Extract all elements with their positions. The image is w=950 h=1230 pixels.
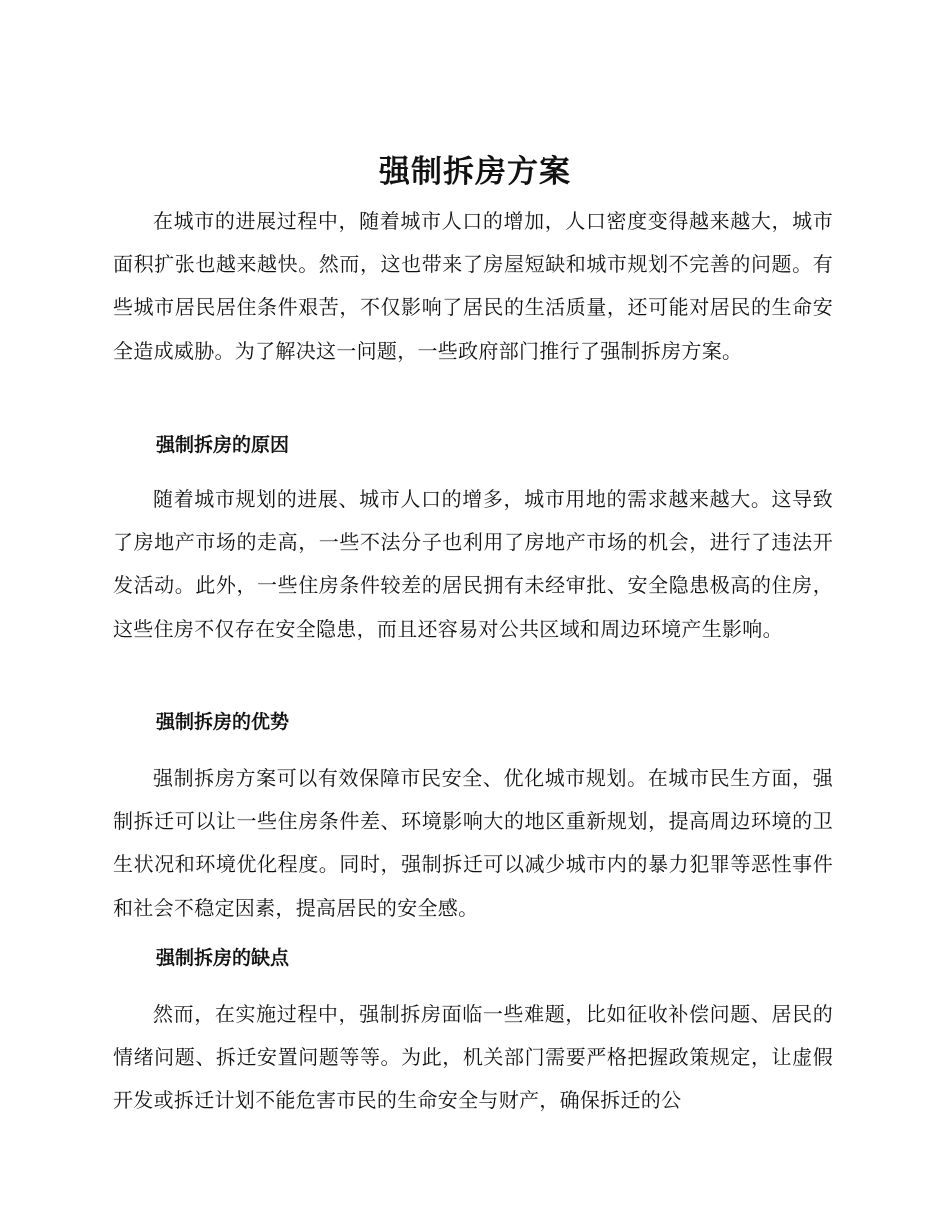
section-heading-disadvantages: 强制拆房的缺点 [156, 947, 290, 969]
section-body-disadvantages: 然而，在实施过程中，强制拆房面临一些难题，比如征收补偿问题、居民的情绪问题、拆迁安置问题等等。为此，机关部门需要严格把握政策规定，让虚假开发或拆迁计划不能危害市民的生命安全与财产，确保拆迁的公 [113, 1002, 833, 1113]
section-heading-reasons: 强制拆房的原因 [156, 434, 290, 456]
intro-paragraph: 在城市的进展过程中，随着城市人口的增加，人口密度变得越来越大，城市面积扩张也越来越快。然而，这也带来了房屋短缺和城市规划不完善的问题。有些城市居民居住条件艰苦，不仅影响了居民的生活质量，还可能对居民的生命安全造成威胁。为了解决这一问题，一些政府部门推行了强制拆房方案。 [113, 209, 833, 363]
section-body-reasons: 随着城市规划的进展、城市人口的增多，城市用地的需求越来越大。这导致了房地产市场的走高，一些不法分子也利用了房地产市场的机会，进行了违法开发活动。此外，一些住房条件较差的居民拥有未经审批、安全隐患极高的住房，这些住房不仅存在安全隐患，而且还容易对公共区域和周边环境产生影响。 [113, 487, 833, 641]
section-body-advantages: 强制拆房方案可以有效保障市民安全、优化城市规划。在城市民生方面，强制拆迁可以让一些住房条件差、环境影响大的地区重新规划，提高周边环境的卫生状况和环境优化程度。同时，强制拆迁可以减少城市内的暴力犯罪等恶性事件和社会不稳定因素，提高居民的安全感。 [113, 766, 833, 920]
document-title: 强制拆房方案 [379, 154, 571, 190]
section-heading-advantages: 强制拆房的优势 [156, 711, 290, 733]
